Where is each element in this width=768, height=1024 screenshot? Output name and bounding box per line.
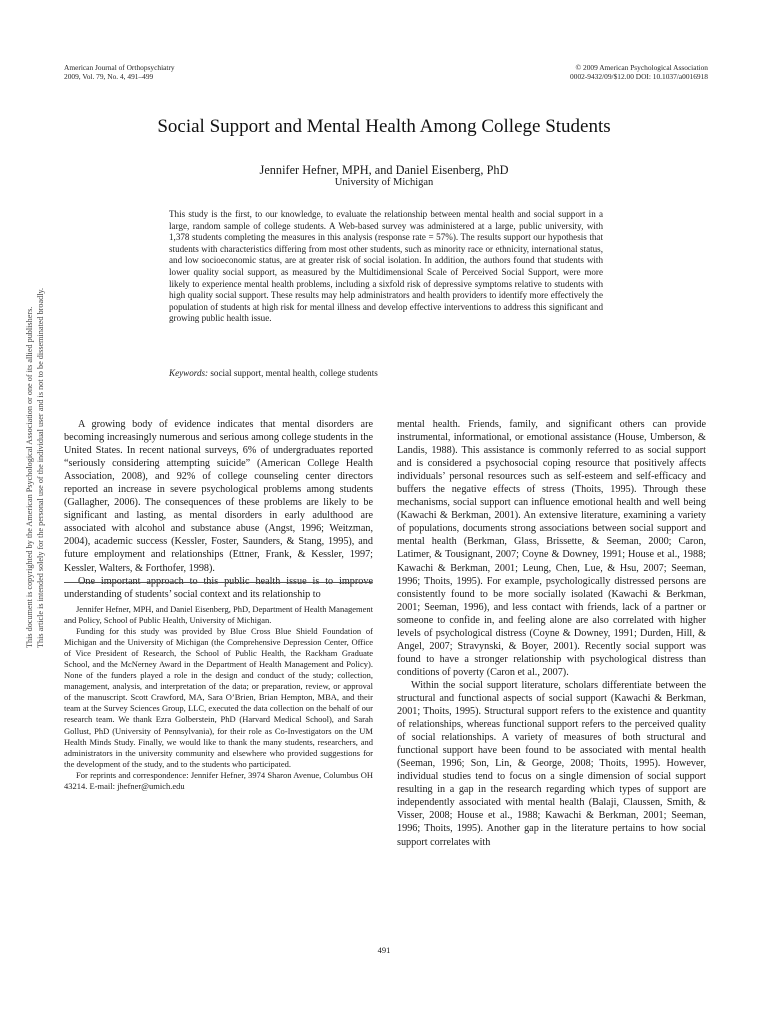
body-column-right [397, 418, 706, 849]
article-affiliation: University of Michigan [334, 177, 434, 188]
body-paragraph: A growing body of evidence indicates that mental disorders are becoming increasingly numerous and serious among college students in the United States. In recent national surveys, 6% of undergraduates reported “seriously considering attempting suicide” (American College Health Association, 2008), and 92% of college counseling center directors reported an increase in severe psychological problems among students (Gallagher, 2006). The consequences of these problems are likely to be significant and lasting, as mental disorders in early adulthood are associated with alcohol and substance abuse (Angst, 1996; Weitzman, 2004), academic success (Kessler, Foster, Saunders, & Stang, 1995), and future employment and relationships (Ettner, Frank, & Kessler, 1997; Kessler, Walters, & Forthofer, 1998). [64, 419, 373, 574]
keywords-label: Keywords: [169, 368, 209, 378]
abstract: This study is the first, to our knowledge, to evaluate the relationship between mental health and social support in a large, random sample of college students. A Web-based survey was administered at a large, public university, with 1,378 students completing the measures in this analysis (response rate = 57%). The results support our hypothesis that students with characteristics differing from most other students, such as minority race or ethnicity, international status, and low socioeconomic status, are at greater risk of social isolation. In addition, the authors found that students with lower quality social support, as measured by the Multidimensional Scale of Perceived Social Support, were more likely to experience mental health problems, including a sixfold risk of depressive symptoms relative to students with high quality social support. These results may help administrators and health providers to identify more effectively the population of students at high risk for mental illness and develop effective interventions to address this significant and growing public health issue. [169, 209, 603, 324]
body-paragraph: One important approach to this public health issue is to improve understanding of students’ social context and its relationship to [64, 575, 373, 600]
body-paragraph: Within the social support literature, scholars differentiate between the structural and functional aspects of social support (Kawachi & Berkman, 2001; Thoits, 1995). Structural support refers to the existence and quantity of relationships, whereas functional support refers to the perceived quality of social relationships. A variety of measures of both structural and functional support have been found to be associated with mental health (Seeman, 1996; Son, Lin, & George, 2008; Thoits, 1995). However, individual studies tend to focus on a single dimension of social support resulting in a gap in the research regarding which types of support are independently associated with mental health (Balaji, Claussen, Smith, & Visser, 2008; House et al., 1988; Kawachi & Berkman, 2001; Seeman, 1996; Thoits, 1995). Another gap in the literature pertains to how social support correlates with [397, 679, 706, 848]
journal-name: American Journal of Orthopsychiatry [64, 63, 175, 72]
footnote-affiliation: Jennifer Hefner, MPH, and Daniel Eisenberg, PhD, Department of Health Management and Policy, School of Public Health, University of Michigan. [64, 604, 373, 626]
keywords-list: social support, mental health, college students [210, 368, 378, 378]
page-number: 491 [377, 945, 391, 955]
footnote-correspondence: For reprints and correspondence: Jennifer Hefner, 3974 Sharon Avenue, Columbus OH 43214. E-mail: jhefner@umich.edu [64, 769, 373, 791]
doi-line: 0002-9432/09/$12.00 DOI: 10.1037/a0016918 [570, 72, 708, 81]
side-notice-line: This document is copyrighted by the American Psychological Association or one of its allied publishers. [25, 306, 34, 648]
journal-header [64, 63, 175, 81]
copyright-header [570, 63, 708, 81]
article-title: Social Support and Mental Health Among College Students [157, 116, 611, 137]
footnote-funding: Funding for this study was provided by Blue Cross Blue Shield Foundation of Michigan and the University of Michigan (the Comprehensive Depression Center, Office of Vice President of Research, the School of Public Health, the Rackham Graduate School, and the McNerney Award in the Department of Health Management and Policy). None of the funders played a role in the design and conduct of the study; collection, management, analysis, and interpretation of the data; or preparation, review, or approval of the manuscript. Scott Crawford, MA, Sara O’Brien, Brian Hempton, MBA, and their team at the Survey Sciences Group, LLC, executed the data collection on the behalf of our research team. We thank Ezra Golberstein, PhD (Harvard Medical School), and Sarah Gollust, PhD (University of Pennsylvania), for their role as Co-Investigators on the UM Health Minds Study. Finally, we would like to thank the many students, researchers, and administrators in the university community and elsewhere who provided suggestions for the development of the study, and to the students who participated. [64, 626, 373, 769]
copyright-side-notice [24, 287, 45, 648]
footnote-rule [64, 582, 373, 583]
body-column-left [64, 418, 373, 601]
article-authors: Jennifer Hefner, MPH, and Daniel Eisenberg, PhD [259, 163, 509, 177]
body-paragraph: mental health. Friends, family, and significant others can provide instrumental, informational, or emotional assistance (House, Umberson, & Landis, 1988). This assistance is commonly referred to as social support and is considered a psychosocial coping resource that positively affects individuals’ personal resources such as self-esteem and self-efficacy and buffers the negative effects of stress (Thoits, 1995). Through these mechanisms, social support can influence emotional health and well being (Kawachi & Berkman, 2001). An extensive literature, examining a variety of populations, documents strong associations between social support and mental health (Berkman, Glass, Brissette, & Seeman, 2000; Caron, Latimer, & Tousignant, 2007; Coyne & Downey, 1991; House et al., 1988; Kawachi & Berkman, 2001; Leung, Chen, Lue, & Hsu, 2007; Seeman, 1996; Thoits, 1995). For example, psychologically distressed persons are consistently found to be more socially isolated (Kawachi & Berkman, 2001; Seeman, 1996), and less contact with friends, lack of a partner or someone to confide in, and feeling alone are also correlated with higher levels of psychological distress (Coyne & Downey, 1991; Durden, Hill, & Angel, 2007; Stravynski, & Boyer, 2001). Recently social support was found to have a stronger relationship with psychological distress than conditions of poverty (Caron et al., 2007). [397, 419, 706, 678]
copyright-line: © 2009 American Psychological Association [575, 63, 708, 72]
footnotes [64, 604, 373, 792]
keywords [169, 368, 603, 380]
journal-volume: 2009, Vol. 79, No. 4, 491–499 [64, 72, 154, 81]
side-notice-line: This article is intended solely for the personal use of the individual user and is not to be disseminated broadly. [36, 287, 45, 648]
